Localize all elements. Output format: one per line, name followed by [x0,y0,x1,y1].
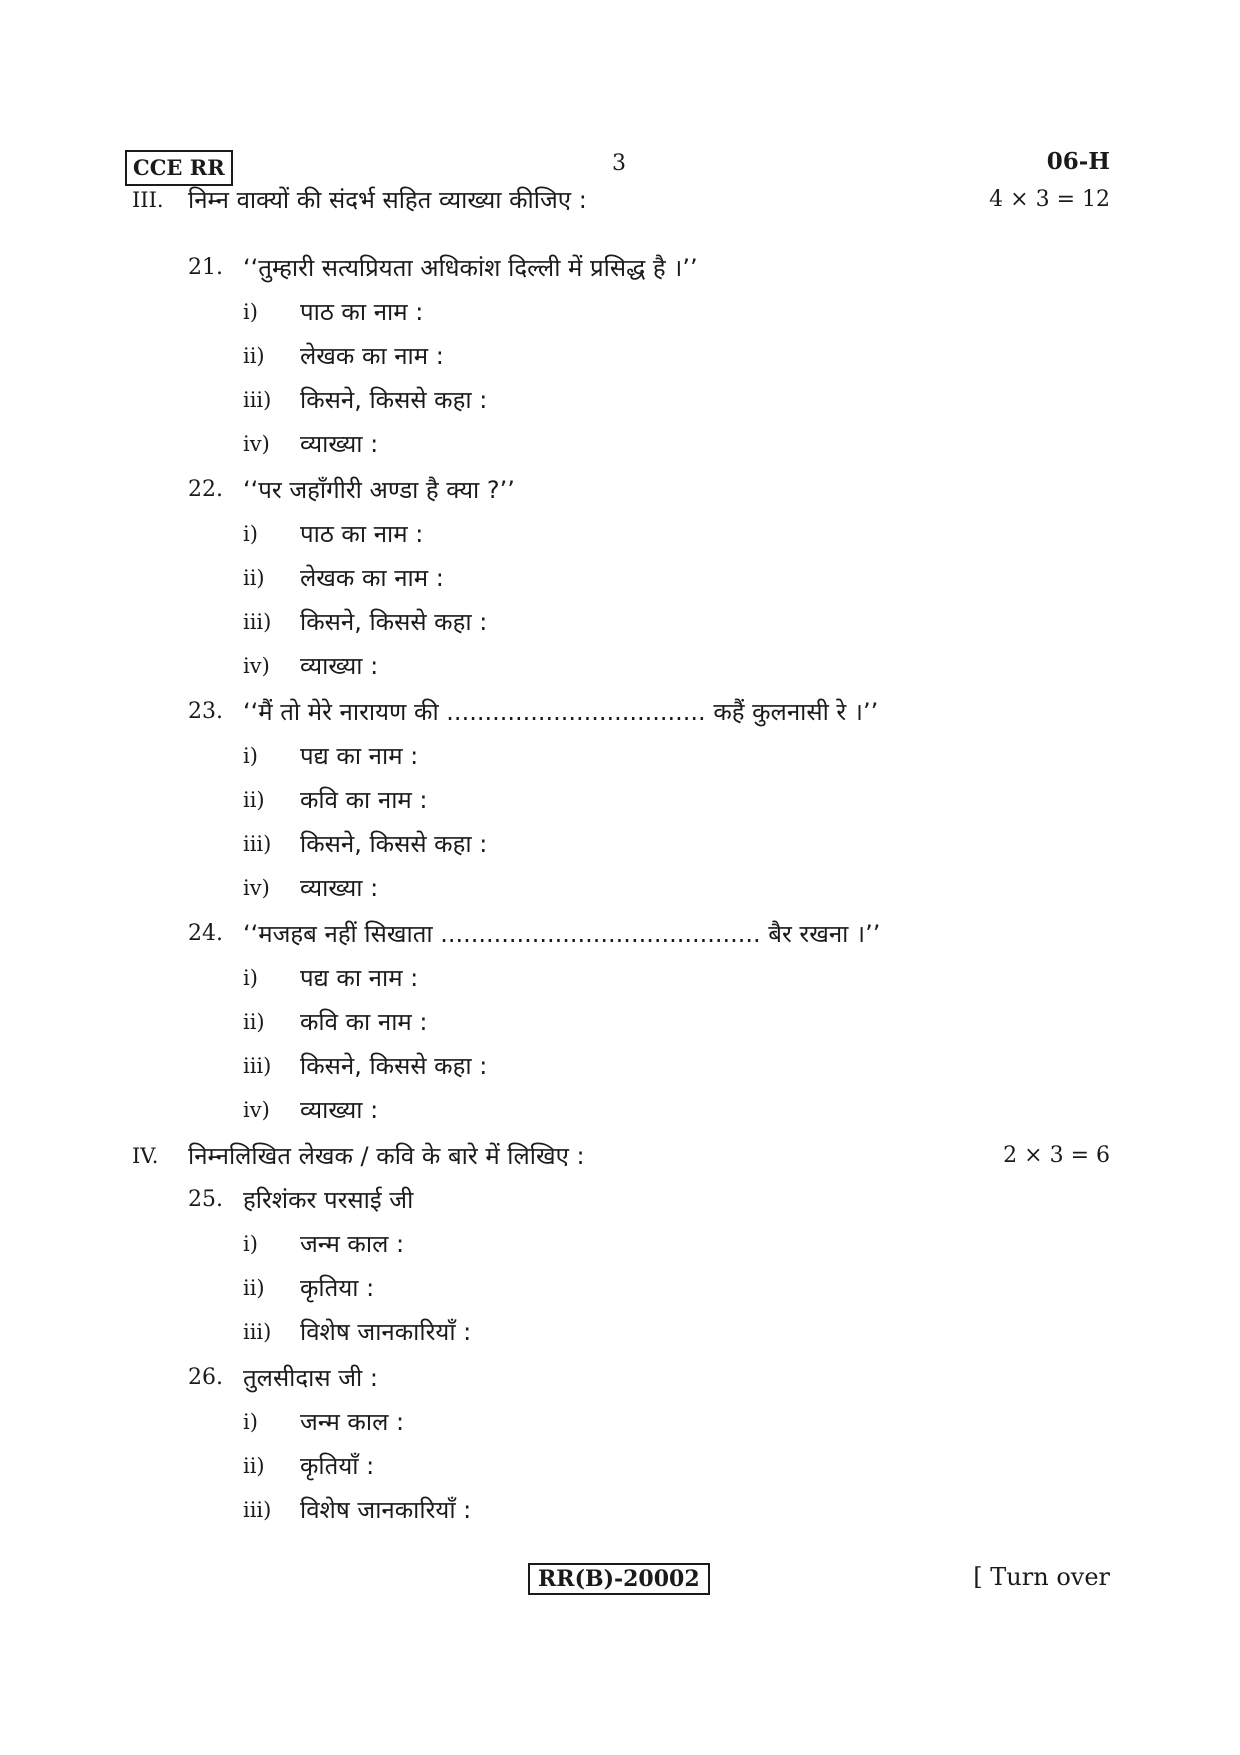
sub-label: ii) [243,566,265,590]
sub-text: लेखक का नाम : [300,342,444,370]
section-marks: 4 × 3 = 12 [989,187,1110,212]
sub-item [0,822,1240,866]
sub-label: iv) [243,1098,270,1122]
sub-item [0,600,1240,644]
sub-item [0,1444,1240,1488]
sub-item [0,290,1240,334]
sub-item [0,1266,1240,1310]
sub-text: किसने, किससे कहा : [300,386,488,414]
sub-label: iii) [243,1054,272,1078]
sub-item [0,422,1240,466]
sub-label: iii) [243,1498,272,1522]
sub-item [0,778,1240,822]
question-number: 22. [188,477,223,502]
question-26 [0,1356,1240,1400]
sub-label: iii) [243,832,272,856]
question-25 [0,1178,1240,1222]
sub-item [0,512,1240,556]
sub-text: विशेष जानकारियाँ : [300,1318,472,1346]
section-heading: निम्नलिखित लेखक / कवि के बारे में लिखिए : [188,1142,585,1170]
sub-label: iv) [243,432,270,456]
question-text: ‘‘तुम्हारी सत्यप्रियता अधिकांश दिल्ली में प्रसिद्ध है ।’’ [243,254,698,282]
sub-label: i) [243,966,258,990]
question-text: हरिशंकर परसाई जी [243,1186,414,1214]
question-21 [0,246,1240,290]
sub-text: किसने, किससे कहा : [300,830,488,858]
turn-over-note: [ Turn over [973,1563,1110,1591]
question-number: 23. [188,699,223,724]
sub-text: पद्य का नाम : [300,742,419,770]
sub-text: व्याख्या : [300,652,379,680]
sub-item [0,1044,1240,1088]
question-text: ‘‘मजहब नहीं सिखाता .......................................... बैर रखना ।’’ [243,920,881,948]
exam-code-box: CCE RR [125,150,233,186]
sub-label: i) [243,300,258,324]
question-number: 25. [188,1187,223,1212]
page-number: 3 [612,151,626,176]
question-text: ‘‘मैं तो मेरे नारायण की .................................. कहैं कुलनासी रे ।’’ [243,698,879,726]
sub-label: iii) [243,610,272,634]
sub-text: विशेष जानकारियाँ : [300,1496,472,1524]
sub-text: किसने, किससे कहा : [300,1052,488,1080]
sub-label: iii) [243,1320,272,1344]
question-number: 21. [188,255,223,280]
sub-label: ii) [243,1010,265,1034]
sub-text: किसने, किससे कहा : [300,608,488,636]
sub-text: कवि का नाम : [300,786,428,814]
sub-label: i) [243,1232,258,1256]
question-number: 26. [188,1365,223,1390]
sub-label: ii) [243,344,265,368]
footer-code-box: RR(B)-20002 [528,1563,710,1595]
sub-text: लेखक का नाम : [300,564,444,592]
sub-item [0,866,1240,910]
section-marks: 2 × 3 = 6 [1003,1143,1110,1168]
sub-text: पाठ का नाम : [300,520,424,548]
question-text: ‘‘पर जहाँगीरी अण्डा है क्या ?’’ [243,476,515,504]
sub-label: i) [243,744,258,768]
sub-item [0,556,1240,600]
question-24 [0,912,1240,956]
sub-label: i) [243,1410,258,1434]
section-numeral: IV. [132,1144,159,1168]
question-number: 24. [188,921,223,946]
sub-item [0,734,1240,778]
sub-text: व्याख्या : [300,1096,379,1124]
question-22 [0,468,1240,512]
sub-label: iv) [243,654,270,678]
sub-label: iii) [243,388,272,412]
sub-item [0,644,1240,688]
sub-label: ii) [243,788,265,812]
sub-item [0,956,1240,1000]
section-heading: निम्न वाक्यों की संदर्भ सहित व्याख्या कीजिए : [188,186,587,214]
sub-item [0,1310,1240,1354]
sub-text: जन्म काल : [300,1230,405,1258]
sub-item [0,1488,1240,1532]
sub-item [0,334,1240,378]
sub-item [0,1000,1240,1044]
sub-item [0,1222,1240,1266]
sub-item [0,1088,1240,1132]
section-3-header [0,180,1240,220]
sub-item [0,1400,1240,1444]
sub-label: i) [243,522,258,546]
question-23 [0,690,1240,734]
section-4-header [0,1136,1240,1176]
question-text: तुलसीदास जी : [243,1364,378,1392]
sub-text: पाठ का नाम : [300,298,424,326]
sub-label: ii) [243,1276,265,1300]
sub-text: व्याख्या : [300,430,379,458]
sub-label: ii) [243,1454,265,1478]
sub-text: जन्म काल : [300,1408,405,1436]
sub-text: कृतिया : [300,1274,375,1302]
sub-label: iv) [243,876,270,900]
sub-text: कृतियाँ : [300,1452,375,1480]
section-numeral: III. [132,188,164,212]
sub-text: पद्य का नाम : [300,964,419,992]
sub-text: व्याख्या : [300,874,379,902]
paper-code: 06-H [1046,148,1110,175]
sub-text: कवि का नाम : [300,1008,428,1036]
sub-item [0,378,1240,422]
